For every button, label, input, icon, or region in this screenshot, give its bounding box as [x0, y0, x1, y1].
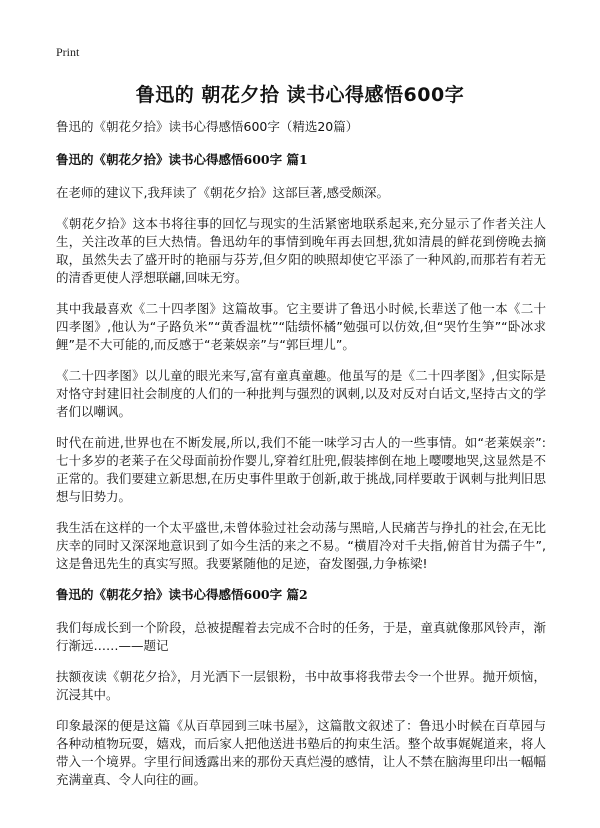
paragraph: 时代在前进,世界也在不断发展,所以,我们不能一味学习古人的一些事情。如“老莱娱亲”:七十多岁的老莱子在父母面前扮作婴儿,穿着红肚兜,假装摔倒在地上嘤嘤地哭,这显然是不正常的。我们要建立新思想,在历史事件里敢于创新,敢于挑战,同样要敢于讽刺与批判旧思想与旧势力。 — [56, 435, 546, 504]
paragraph: 我生活在这样的一个太平盛世,未曾体验过社会动荡与黑暗,人民痛苦与挣扎的社会,在无比庆幸的同时又深深地意识到了如今生活的来之不易。“横眉冷对千夫指,俯首甘为孺子牛”,这是鲁迅先生的真实写照。我要紧随他的足迹，奋发图强,力争栋梁! — [56, 520, 546, 571]
section-1 — [56, 151, 546, 573]
paragraph: 在老师的建议下,我拜读了《朝花夕拾》这部巨著,感受颇深。 — [56, 185, 389, 200]
paragraph: 印象最深的便是这篇《从百草园到三味书屋》，这篇散文叙述了：鲁迅小时候在百草园与各种动植物玩耍，嬉戏，而后家人把他送进书塾后的拘束生活。整个故事娓娓道来，将人带入一个境界。字里行间透露出来的那份天真烂漫的感情，让人不禁在脑海里印出一幅幅充满童真、令人向往的画。 — [56, 718, 546, 787]
page-title: 鲁迅的 朝花夕拾 读书心得感悟600字 — [135, 84, 465, 106]
paragraph: 其中我最喜欢《二十四孝图》这篇故事。它主要讲了鲁迅小时候,长辈送了他一本《二十四孝图》,他认为“子路负米”“黄香温枕”“陆绩怀橘”勉强可以仿效,但“哭竹生笋”“卧冰求鲤”是不大可能的,而反感于“老莱娱亲”与“郭巨埋儿”。 — [56, 301, 546, 352]
print-link[interactable]: Print — [56, 45, 80, 59]
section-2 — [56, 586, 546, 789]
section-heading: 鲁迅的《朝花夕拾》读书心得感悟600字 篇1 — [56, 152, 308, 167]
paragraph: 《朝花夕拾》这本书将往事的回忆与现实的生活紧密地联系起来,充分显示了作者关注人生，关注改革的巨大热情。鲁迅幼年的事情到晚年再去回想,犹如清晨的鲜花到傍晚去摘取，虽然失去了盛开时的艳丽与芬芳,但夕阳的映照却使它平添了一种风韵,而那若有若无的清香更使人浮想联翩,回味无穷。 — [56, 216, 546, 285]
article-body — [56, 118, 546, 802]
paragraph: 扶额夜读《朝花夕拾》，月光洒下一层银粉，书中故事将我带去令一个世界。抛开烦恼，沉浸其中。 — [56, 669, 546, 702]
paragraph: 我们每成长到一个阶段，总被提醒着去完成不合时的任务，于是，童真就像那风铃声，渐行渐远……——题记 — [56, 620, 546, 653]
paragraph: 《二十四孝图》以儿童的眼光来写,富有童真童趣。他虽写的是《二十四孝图》,但实际是对恪守封建旧社会制度的人们的一种批判与强烈的讽刺,以及对反对白话文,坚持古文的学者们以嘲讽。 — [56, 368, 546, 419]
section-heading: 鲁迅的《朝花夕拾》读书心得感悟600字 篇2 — [56, 587, 308, 602]
article-subtitle: 鲁迅的《朝花夕拾》读书心得感悟600字（精选20篇） — [56, 119, 359, 134]
